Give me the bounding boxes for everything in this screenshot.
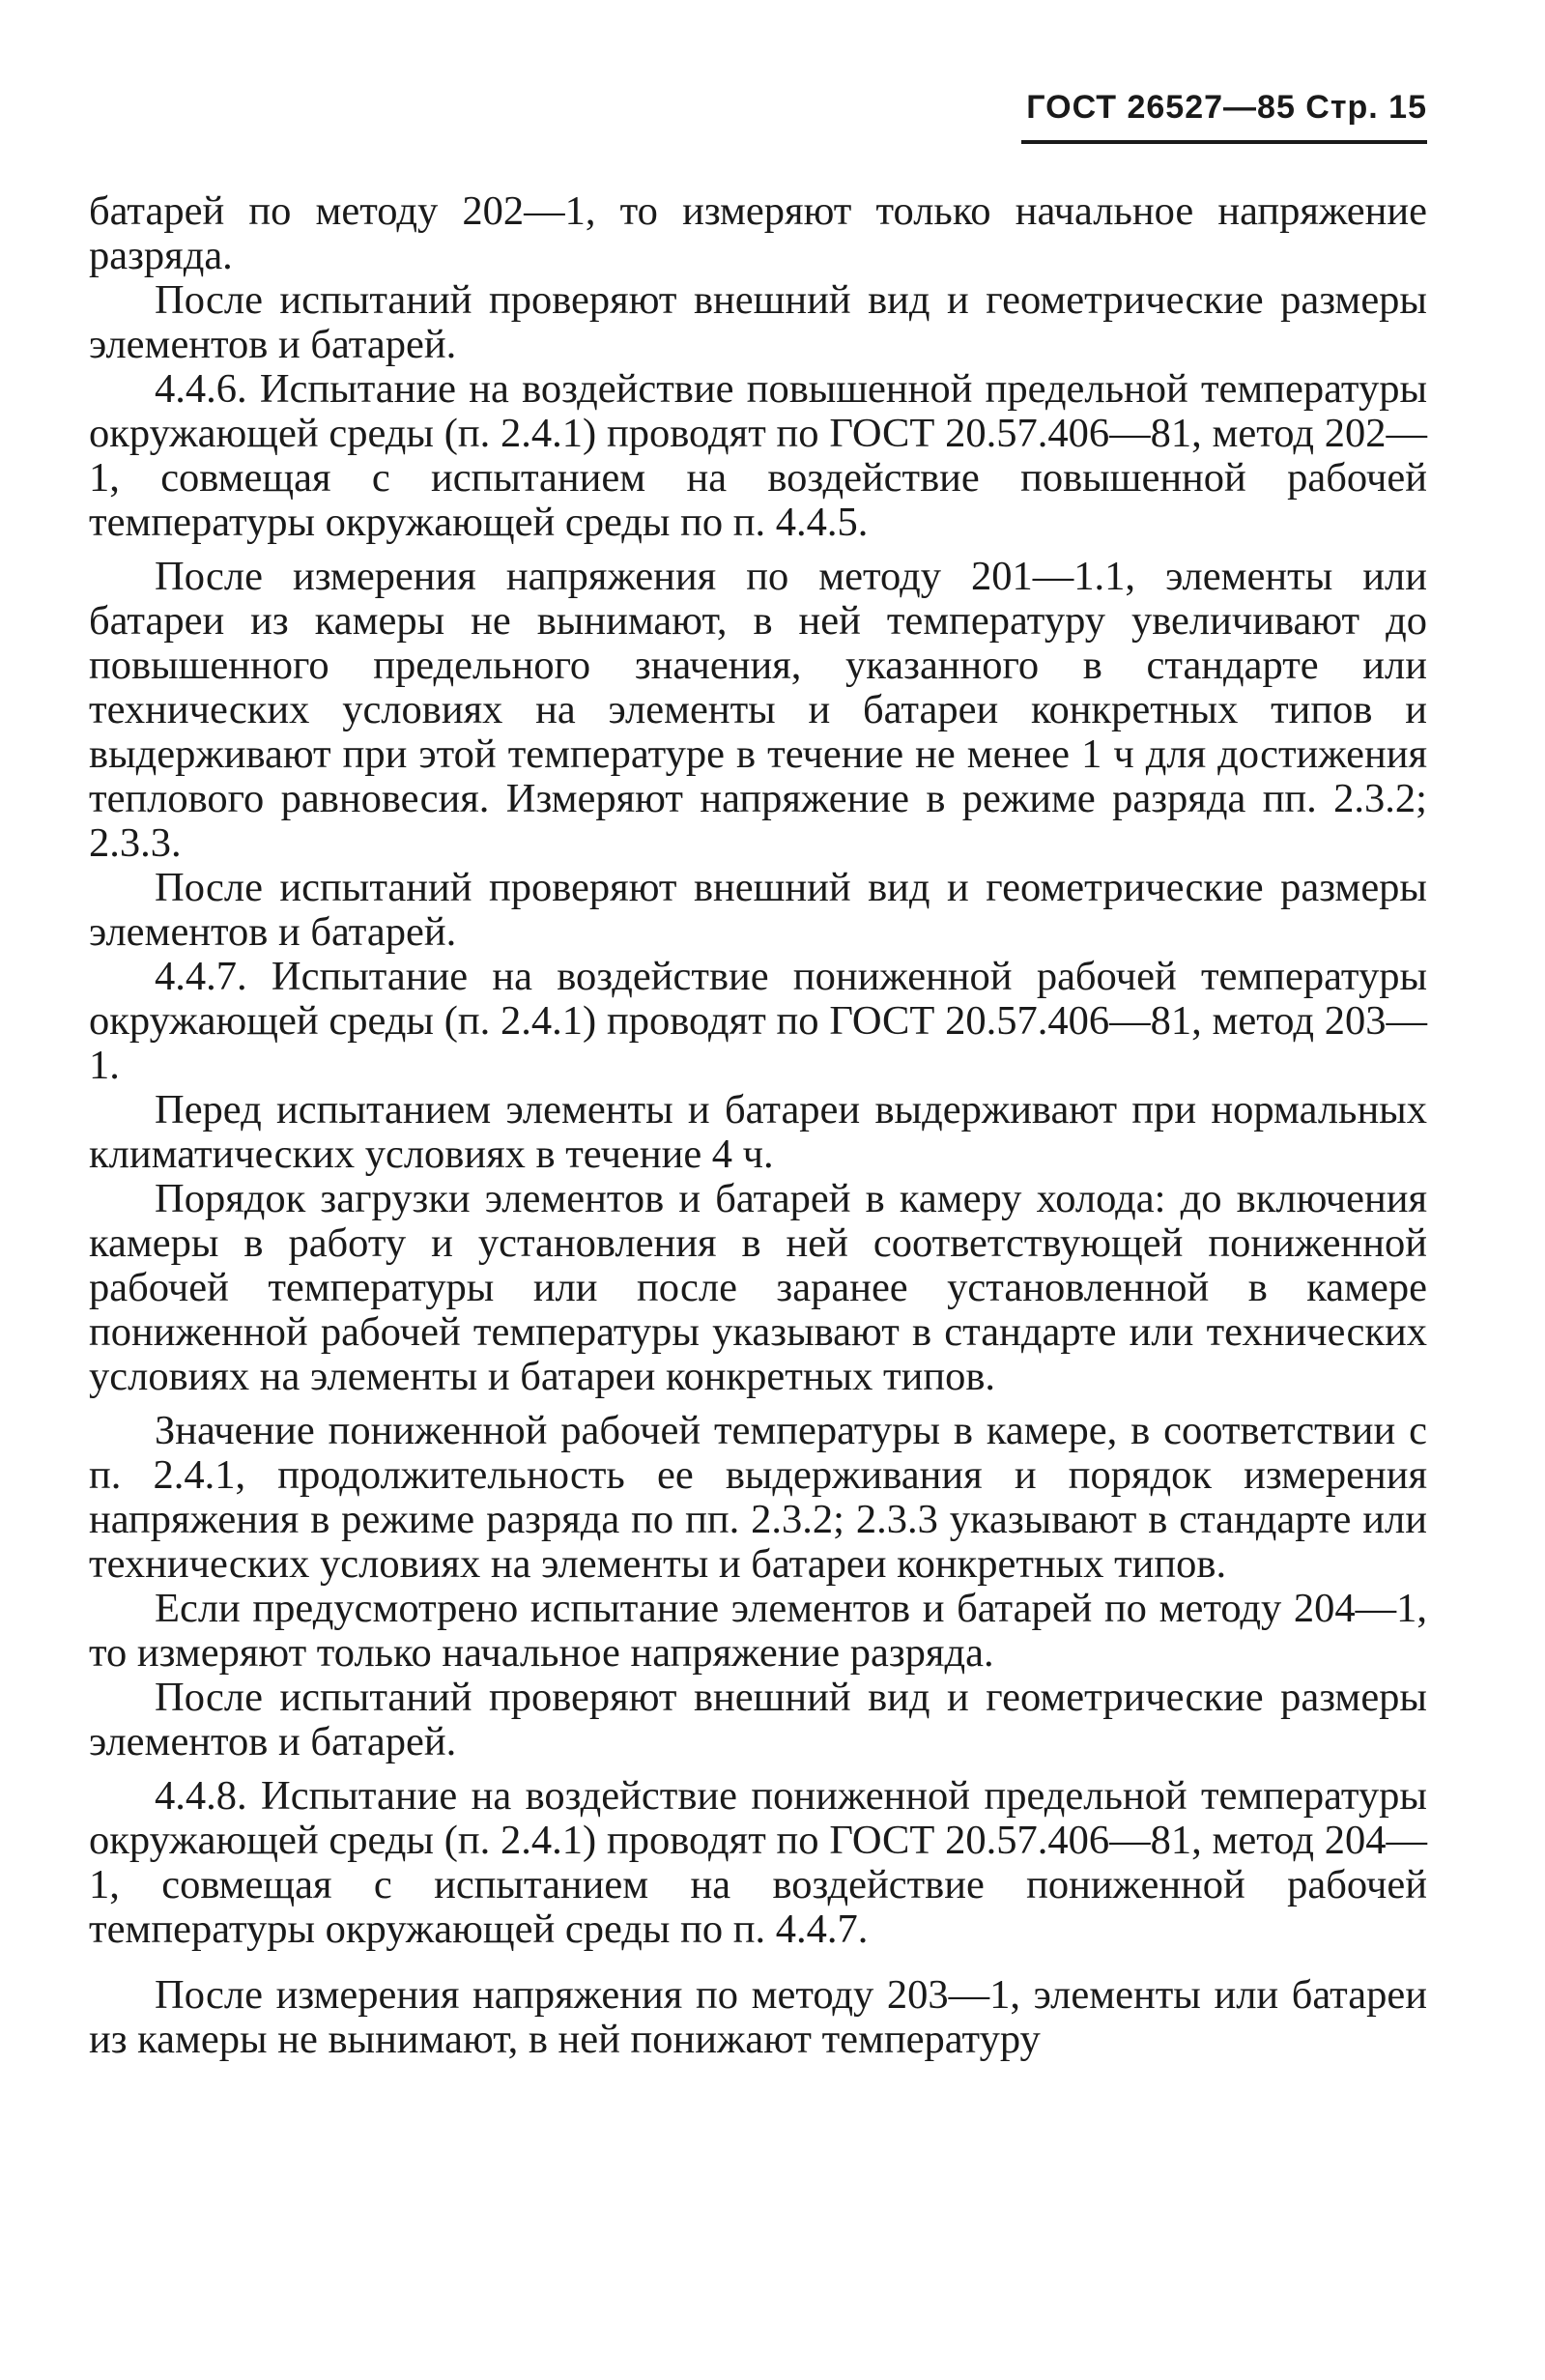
paragraph-4-4-6: 4.4.6. Испытание на воздействие повышенной предельной температуры окружающей среды (п. 2.4.1) проводят по ГОСТ 20.57.406—81, метод 202—1, совмещая с испытанием на воздействие повышенной рабочей температуры окружающей среды по п. 4.4.5. [89, 366, 1427, 545]
paragraph: После испытаний проверяют внешний вид и геометрические размеры элементов и батарей. [89, 865, 1427, 955]
paragraph-4-4-7: 4.4.7. Испытание на воздействие пониженной рабочей температуры окружающей среды (п. 2.4.1) проводят по ГОСТ 20.57.406—81, метод 203—1. [89, 954, 1427, 1088]
paragraph: После испытаний проверяют внешний вид и геометрические размеры элементов и батарей. [89, 1675, 1427, 1764]
paragraph-4-4-8: 4.4.8. Испытание на воздействие пониженной предельной температуры окружающей среды (п. 2.4.1) проводят по ГОСТ 20.57.406—81, метод 204—1, совмещая с испытанием на воздействие пониженной рабочей температуры окружающей среды по п. 4.4.7. [89, 1773, 1427, 1952]
paragraph: Если предусмотрено испытание элементов и батарей по методу 204—1, то измеряют только начальное напряжение разряда. [89, 1586, 1427, 1676]
paragraph: Значение пониженной рабочей температуры в камере, в соответствии с п. 2.4.1, продолжительность ее выдерживания и порядок измерения напряжения в режиме разряда по пп. 2.3.2; 2.3.3 указывают в стандарте или технических условиях на элементы и батареи конкретных типов. [89, 1408, 1427, 1587]
paragraph: После измерения напряжения по методу 203—1, элементы или батареи из камеры не вынимают, в ней понижают температуру [89, 1972, 1427, 2062]
body-text [89, 189, 1427, 2062]
paragraph: Порядок загрузки элементов и батарей в камеру холода: до включения камеры в работу и установления в ней соответствующей пониженной рабочей температуры или после заранее установленной в камере пониженной рабочей температуры указывают в стандарте или технических условиях на элементы и батареи конкретных типов. [89, 1176, 1427, 1399]
paragraph-continuation: батарей по методу 202—1, то измеряют только начальное напряжение разряда. [89, 188, 1427, 278]
paragraph: После испытаний проверяют внешний вид и геометрические размеры элементов и батарей. [89, 277, 1427, 367]
running-header: ГОСТ 26527—85 Стр. 15 [1021, 89, 1427, 144]
paragraph: Перед испытанием элементы и батареи выдерживают при нормальных климатических условиях в течение 4 ч. [89, 1087, 1427, 1177]
paragraph: После измерения напряжения по методу 201—1.1, элементы или батареи из камеры не вынимают, в ней температуру увеличивают до повышенного предельного значения, указанного в стандарте или технических условиях на элементы и батареи конкретных типов и выдерживают при этой температуре в течение не менее 1 ч для достижения теплового равновесия. Измеряют напряжение в режиме разряда пп. 2.3.2; 2.3.3. [89, 554, 1427, 866]
